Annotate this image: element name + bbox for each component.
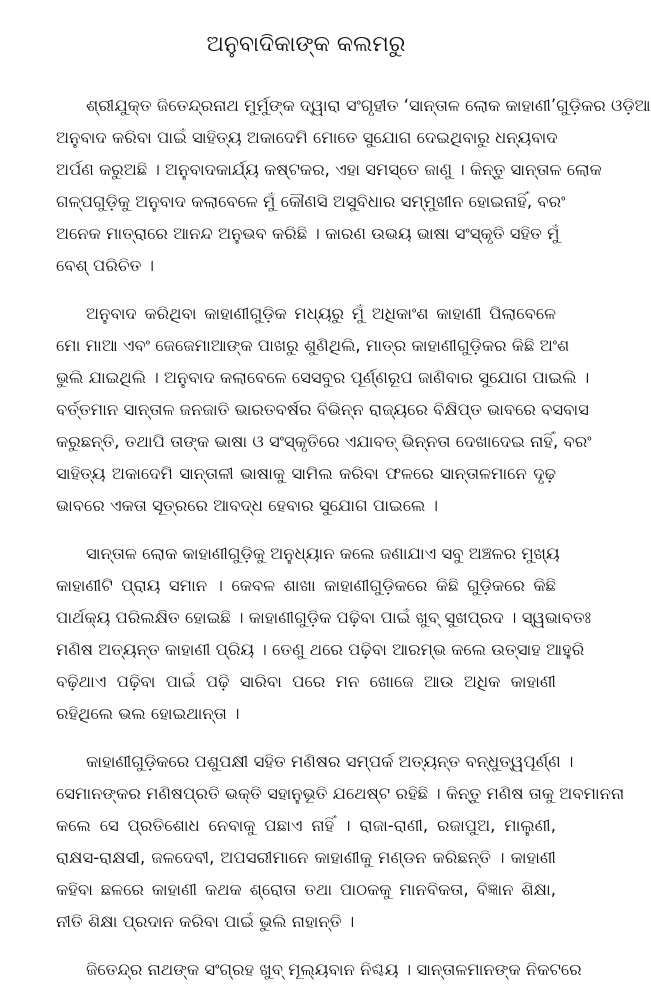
text-line: ସାନ୍ତାଳ ଲୋକ କାହାଣୀଗୁଡ଼ିକୁ ଅନୁଧ୍ୟାନ କଲେ ଜଣାଯାଏ ସବୁ ଅଞ୍ଚଳର ମୁଖ୍ୟ [86,544,560,563]
text-line: ସାହିତ୍ୟ ଅକାଦେମି ସାନ୍ତାଳୀ ଭାଷାକୁ ସାମିଲ କରିବା ଫଳରେ ସାନ୍ତାଳମାନେ ଦୃଢ଼ [56,464,556,483]
text-line: ନୀତି ଶିକ୍ଷା ପ୍ରଦାନ କରିବା ପାଇଁ ଭୁଲି ନାହାନ୍ତି । [56,912,355,931]
text-line: ଅନୁବାଦ କରିବା ପାଇଁ ସାହିତ୍ୟ ଅକାଦେମି ମୋତେ ସୁଯୋଗ ଦେଇଥିବାରୁ ଧନ୍ୟବାଦ [56,128,558,147]
paragraph [56,538,592,730]
text-line: ବର୍ତ୍ତମାନ ସାନ୍ତାଳ ଜନଜାତି ଭାରତବର୍ଷର ବିଭିନ୍ନ ରାଜ୍ୟରେ ବିକ୍ଷିପ୍ତ ଭାବରେ ବସବାସ [56,400,589,419]
text-line: ବେଶ୍ ପରିଚିତ । [56,256,155,275]
text-line: କାହାଣୀଟି ପ୍ରାୟ ସମାନ । କେବଳ ଶାଖା କାହାଣୀଗୁଡ଼ିକରେ କିଛି ଗୁଡ଼ିକରେ କିଛି [56,576,556,595]
document-body [56,90,651,986]
text-line: ପାର୍ଥକ୍ୟ ପରିଲକ୍ଷିତ ହୋଇଛି । କାହାଣୀଗୁଡ଼ିକ ପଢ଼ିବା ପାଇଁ ଖୁବ୍ ସୁଖପ୍ରଦ । ସ୍ୱଭାବତଃ [56,608,592,627]
text-line: କାହାଣୀଗୁଡ଼ିକରେ ପଶୁପକ୍ଷୀ ସହିତ ମଣିଷର ସମ୍ପର୍କ ଅତ୍ୟନ୍ତ ବନ୍ଧୁତ୍ୱପୂର୍ଣ୍ଣ । [86,752,574,771]
paragraph [56,298,592,522]
text-line: ସେମାନଙ୍କର ମଣିଷପ୍ରତି ଭକ୍ତି ସହାନୁଭୂତି ଯଥେଷ୍ଟ ରହିଛି । କିନ୍ତୁ ମଣିଷ ତାକୁ ଅବମାନନା [56,784,625,803]
page-title: ଅନୁବାଦିକାଙ୍କ କଲମରୁ [206,32,406,57]
text-line: ଅନୁବାଦ କରିଥିବା କାହାଣୀଗୁଡ଼ିକ ମଧ୍ୟରୁ ମୁଁ ଅଧିକାଂଶ କାହାଣୀ ପିଲାବେଳେ [86,304,556,323]
text-line: ଗଳ୍ପଗୁଡ଼ିକୁ ଅନୁବାଦ କଲାବେଳେ ମୁଁ କୌଣସି ଅସୁବିଧାର ସମ୍ମୁଖୀନ ହୋଇନାହିଁ, ବରଂ [56,192,566,211]
paragraph [56,954,582,986]
paragraph [56,746,625,938]
text-line: ରାକ୍ଷସ-ରାକ୍ଷସୀ, ଜଳଦେବୀ, ଅପସରୀମାନେ କାହାଣୀକୁ ମଣ୍ଡନ କରିଛନ୍ତି । କାହାଣୀ [56,848,556,867]
text-line: କରୁଛନ୍ତି, ତଥାପି ତାଙ୍କ ଭାଷା ଓ ସଂସ୍କୃତିରେ ଏଯାବତ୍ ଭିନ୍ନତା ଦେଖାଦେଇ ନାହିଁ, ବରଂ [56,432,592,451]
text-line: କହିବା ଛଳରେ କାହାଣୀ କଥକ ଶ୍ରୋତା ତଥା ପାଠକକୁ ମାନବିକତା, ବିଜ୍ଞାନ ଶିକ୍ଷା, [56,880,556,899]
text-line: ଭାବରେ ଏକତା ସୂତ୍ରରେ ଆବଦ୍ଧ ହେବାର ସୁଯୋଗ ପାଇଲେ । [56,496,439,515]
text-line: ଭୁଲି ଯାଇଥିଲି । ଅନୁବାଦ କଲାବେଳେ ସେସବୁର ପୂର୍ଣ୍ଣରୂପ ଜାଣିବାର ସୁଯୋଗ ପାଇଲି । [56,368,590,387]
text-line: କଲେ ସେ ପ୍ରତିଶୋଧ ନେବାକୁ ପଛାଏ ନାହିଁ । ରାଜା-ରାଣୀ, ରଜାପୁଅ, ମାଲୁଣୀ, [56,816,556,835]
text-line: ମଣିଷ ଅତ୍ୟନ୍ତ କାହାଣୀ ପ୍ରିୟ । ତେଣୁ ଥରେ ପଢ଼ିବା ଆରମ୍ଭ କଲେ ଉତ୍ସାହ ଆହୁରି [56,640,585,659]
paragraph [56,90,651,282]
text-line: ରହିଥିଲେ ଭଲ ହୋଇଥାନ୍ତା । [56,704,240,723]
text-line: ଅନେକ ମାତ୍ରାରେ ଆନନ୍ଦ ଅନୁଭବ କରିଛି । କାରଣ ଉଭୟ ଭାଷା ସଂସ୍କୃତି ସହିତ ମୁଁ [56,224,560,243]
text-line: ବଢ଼ିଥାଏ ପଢ଼ିବା ପାଇଁ ପଢ଼ି ସାରିବା ପରେ ମନ ଖୋଜେ ଆଉ ଅଧିକ କାହାଣୀ [56,672,556,691]
text-line: ଶ୍ରୀଯୁକ୍ତ ଜିତେନ୍ଦ୍ରନାଥ ମୁର୍ମୁଙ୍କ ଦ୍ୱାରା ସଂଗୃହୀତ ‘ସାନ୍ତାଳ ଲୋକ କାହାଣୀ’ଗୁଡ଼ିକର ଓଡ଼ିଆ [86,96,651,115]
text-line: ଅର୍ପଣ କରୁଅଛି । ଅନୁବାଦକାର୍ଯ୍ୟ କଷ୍ଟକର, ଏହା ସମସ୍ତେ ଜାଣୁ । କିନ୍ତୁ ସାନ୍ତାଳ ଲୋକ [56,160,602,179]
text-line: ମୋ ମାଆ ଏବଂ ଜେଜେମାଆଙ୍କ ପାଖରୁ ଶୁଣିଥିଲି, ମାତ୍ର କାହାଣୀଗୁଡ଼ିକର କିଛି ଅଂଶ [56,336,570,355]
text-line: ଜିତେନ୍ଦ୍ର ନାଥଙ୍କ ସଂଗ୍ରହ ଖୁବ୍ ମୂଲ୍ୟବାନ ନିଶ୍ଚୟ । ସାନ୍ତାଳମାନଙ୍କ ନିକଟରେ [86,960,582,979]
